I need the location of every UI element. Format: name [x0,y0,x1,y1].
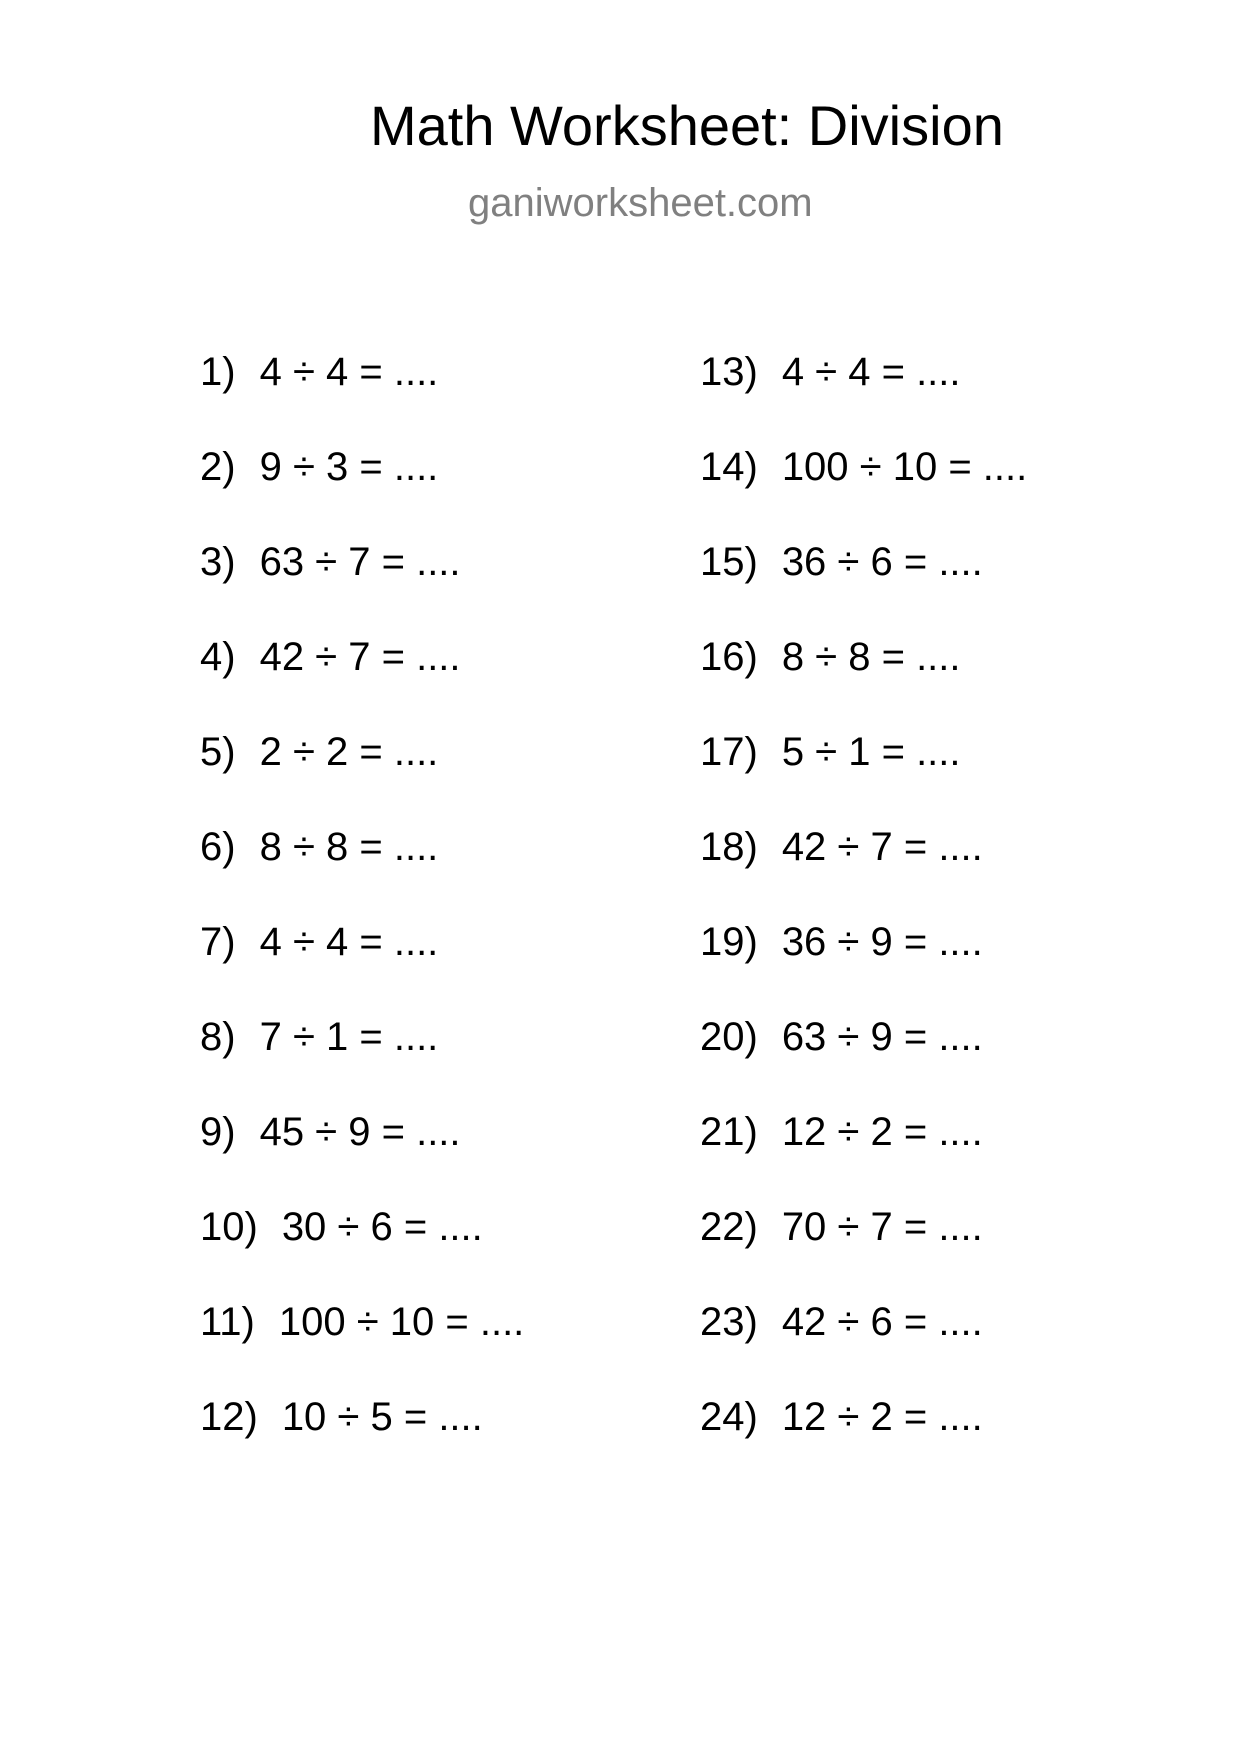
problem-expression: 5 ÷ 1 = .... [781,730,961,774]
problem-expression: 36 ÷ 6 = .... [781,540,983,584]
problem-item [700,1207,1027,1302]
problem-number: 21) [700,1110,758,1154]
problem-number: 13) [700,350,758,394]
problem-number: 6) [200,825,236,869]
problem-item [200,922,524,1017]
problem-number: 19) [700,920,758,964]
problem-expression: 4 ÷ 4 = .... [781,350,961,394]
problem-expression: 8 ÷ 8 = .... [259,825,439,869]
problem-number: 17) [700,730,758,774]
problem-expression: 42 ÷ 7 = .... [781,825,983,869]
problem-number: 18) [700,825,758,869]
problem-number: 1) [200,350,236,394]
problem-expression: 63 ÷ 7 = .... [259,540,461,584]
problem-number: 11) [200,1300,255,1344]
problem-expression: 36 ÷ 9 = .... [781,920,983,964]
problem-number: 16) [700,635,758,679]
problem-expression: 8 ÷ 8 = .... [781,635,961,679]
problem-item [700,352,1027,447]
problem-number: 3) [200,540,236,584]
problem-expression: 100 ÷ 10 = .... [781,445,1028,489]
problem-expression: 63 ÷ 9 = .... [781,1015,983,1059]
problem-item [200,542,524,637]
problem-number: 14) [700,445,758,489]
problem-item [200,1302,524,1397]
problem-item [700,922,1027,1017]
problem-number: 12) [200,1395,258,1439]
problem-item [700,1017,1027,1112]
problem-number: 20) [700,1015,758,1059]
problem-expression: 9 ÷ 3 = .... [259,445,439,489]
problem-expression: 45 ÷ 9 = .... [259,1110,461,1154]
problem-expression: 7 ÷ 1 = .... [259,1015,439,1059]
problem-number: 2) [200,445,236,489]
problem-number: 23) [700,1300,758,1344]
problem-item [200,447,524,542]
problem-number: 7) [200,920,236,964]
problem-item [200,1207,524,1302]
page-title: Math Worksheet: Division [370,94,1004,157]
problem-item [700,827,1027,922]
problem-item [700,1302,1027,1397]
problem-number: 24) [700,1395,758,1439]
problem-item [200,637,524,732]
problem-expression: 12 ÷ 2 = .... [781,1395,983,1439]
problem-item [200,1112,524,1207]
problem-number: 15) [700,540,758,584]
problem-item [700,637,1027,732]
problem-item [700,732,1027,827]
problem-item [700,1397,1027,1492]
problem-expression: 42 ÷ 6 = .... [781,1300,983,1344]
problem-expression: 12 ÷ 2 = .... [781,1110,983,1154]
problem-item [700,542,1027,637]
problem-number: 4) [200,635,236,679]
problem-expression: 100 ÷ 10 = .... [278,1300,525,1344]
problem-expression: 42 ÷ 7 = .... [259,635,461,679]
problem-expression: 10 ÷ 5 = .... [281,1395,483,1439]
problem-number: 10) [200,1205,258,1249]
problem-column-right [700,352,1027,1492]
problem-number: 8) [200,1015,236,1059]
problem-number: 5) [200,730,236,774]
problem-number: 22) [700,1205,758,1249]
problem-item [200,1397,524,1492]
problem-expression: 70 ÷ 7 = .... [781,1205,983,1249]
problem-expression: 30 ÷ 6 = .... [281,1205,483,1249]
problem-item [200,827,524,922]
problem-item [700,1112,1027,1207]
problem-item [700,447,1027,542]
problem-item [200,352,524,447]
problem-expression: 4 ÷ 4 = .... [259,350,439,394]
problem-item [200,732,524,827]
problem-expression: 4 ÷ 4 = .... [259,920,439,964]
problem-item [200,1017,524,1112]
problem-column-left [200,352,524,1492]
problem-number: 9) [200,1110,236,1154]
site-url: ganiworksheet.com [468,181,813,225]
problem-expression: 2 ÷ 2 = .... [259,730,439,774]
